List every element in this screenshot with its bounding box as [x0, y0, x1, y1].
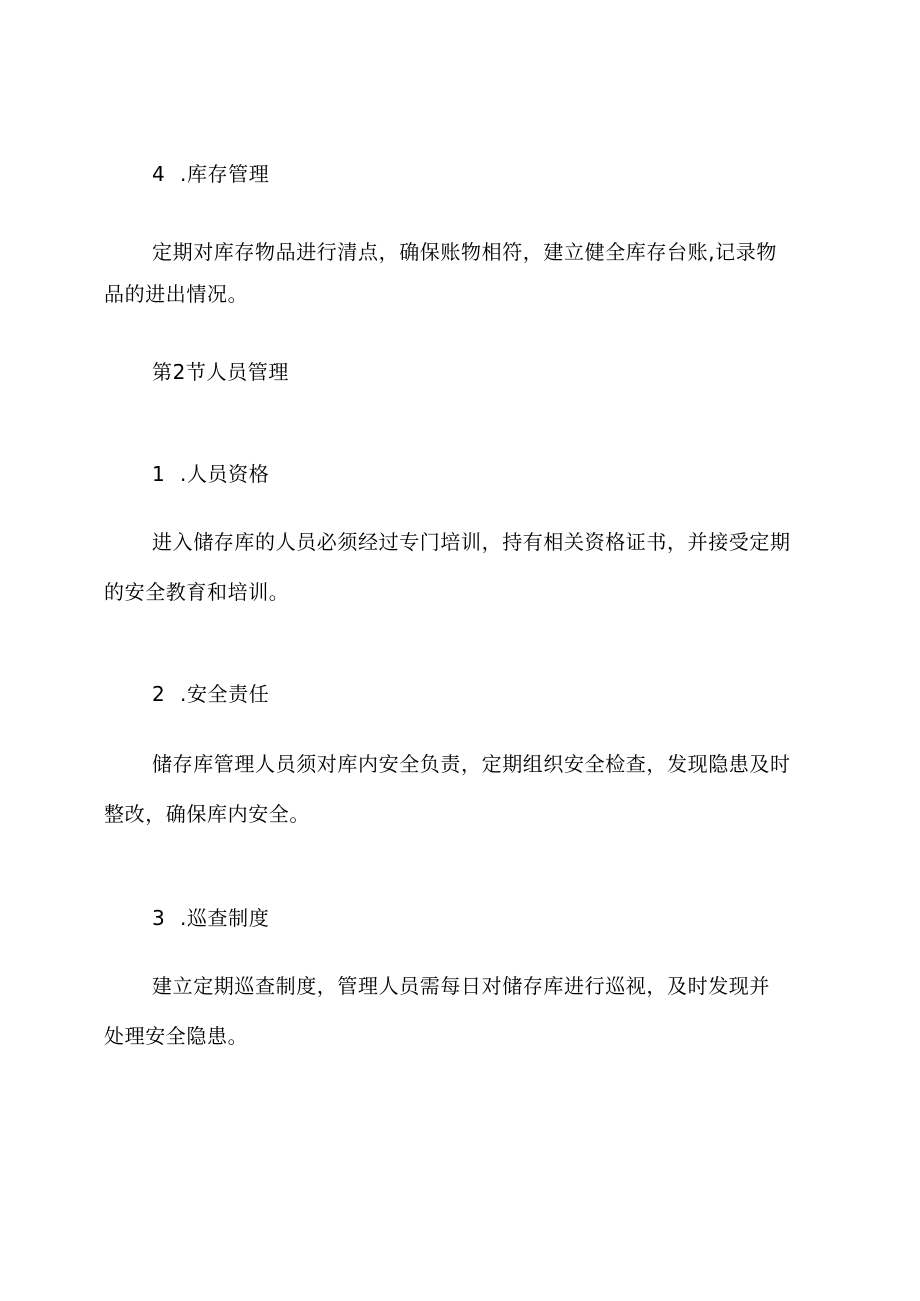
- chapter-title-text: 第2节人员管理: [152, 360, 289, 384]
- heading-number: 2: [152, 682, 166, 706]
- chapter-title: [104, 351, 828, 393]
- paragraph-inventory: [104, 231, 828, 315]
- section-heading-patrol: [104, 897, 828, 939]
- paragraph-responsibility: [104, 743, 828, 835]
- paragraph-qualification: [104, 521, 828, 613]
- paragraph-line: 建立定期巡查制度，管理人员需每日对储存库进行巡视，及时发现并: [152, 974, 770, 998]
- paragraph-patrol: [104, 965, 828, 1057]
- heading-number: 4: [152, 162, 166, 186]
- heading-text: .库存管理: [180, 162, 270, 186]
- heading-text: .安全责任: [180, 682, 270, 706]
- heading-text: .巡查制度: [180, 906, 270, 930]
- paragraph-line: 整改，确保库内安全。: [104, 802, 310, 826]
- heading-number: 3: [152, 906, 166, 930]
- section-heading-qualification: [104, 453, 828, 495]
- heading-number: 1: [152, 462, 166, 486]
- paragraph-line: 的安全教育和培训。: [104, 580, 290, 604]
- paragraph-line: 进入储存库的人员必须经过专门培训，持有相关资格证书，并接受定期: [152, 530, 791, 554]
- paragraph-line: 定期对库存物品进行清点，确保账物相符，建立健全库存台账,记录物: [152, 240, 777, 264]
- paragraph-line: 品的进出情况。: [104, 282, 249, 306]
- heading-text: .人员资格: [180, 462, 270, 486]
- paragraph-line: 处理安全隐患。: [104, 1024, 249, 1048]
- section-heading-responsibility: [104, 673, 828, 715]
- section-heading-inventory: [104, 153, 828, 195]
- paragraph-line: 储存库管理人员须对库内安全负责，定期组织安全检查，发现隐患及时: [152, 752, 791, 776]
